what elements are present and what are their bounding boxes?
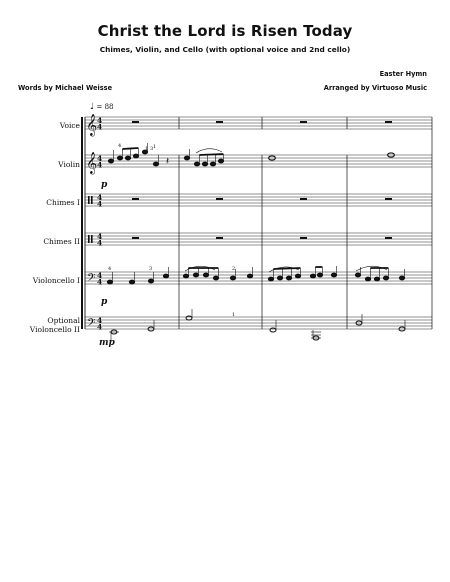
dynamic-cello-2: mp bbox=[99, 338, 115, 348]
cello-2-notes bbox=[109, 309, 405, 342]
fingering: 1 bbox=[153, 144, 157, 150]
instrument-label-chimes-2: Chimes II bbox=[43, 237, 80, 246]
score-title: Christ the Lord is Risen Today bbox=[97, 22, 353, 40]
svg-text:4: 4 bbox=[97, 232, 103, 241]
quarter-note-icon: ♩ bbox=[90, 102, 95, 112]
svg-text:4: 4 bbox=[97, 193, 103, 202]
arranger-credit: Arranged by Virtuoso Music bbox=[323, 84, 427, 92]
instrument-label-voice: Voice bbox=[59, 121, 80, 130]
svg-text:4: 4 bbox=[97, 116, 103, 125]
fingering: 2 bbox=[232, 266, 236, 272]
svg-text:4: 4 bbox=[97, 122, 103, 132]
instrument-label-chimes-1: Chimes I bbox=[46, 198, 80, 207]
dynamic-violin: p bbox=[101, 180, 108, 190]
time-signatures bbox=[97, 116, 102, 332]
bass-clef-icon: 𝄢 bbox=[87, 317, 96, 332]
fingering: 4 bbox=[118, 143, 122, 149]
fingerings bbox=[108, 143, 235, 318]
treble-clef-icon: 𝄞 bbox=[86, 152, 98, 174]
svg-text:4: 4 bbox=[97, 271, 103, 280]
tempo-value: = 88 bbox=[96, 103, 114, 111]
svg-text:4: 4 bbox=[97, 238, 103, 248]
instrument-label-cello-2: Optional Violoncello II bbox=[29, 316, 80, 334]
svg-text:4: 4 bbox=[97, 322, 103, 332]
svg-text:4: 4 bbox=[97, 160, 103, 170]
svg-text:4: 4 bbox=[97, 154, 103, 163]
fingering: 1 bbox=[145, 146, 149, 152]
svg-text:𝄽: 𝄽 bbox=[166, 156, 170, 167]
fingering: 3 bbox=[150, 146, 154, 152]
lyricist-credit: Words by Michael Weisse bbox=[18, 84, 113, 92]
composer-credit: Easter Hymn bbox=[379, 70, 427, 78]
svg-text:4: 4 bbox=[97, 199, 103, 209]
score-subtitle: Chimes, Violin, and Cello (with optional voice and 2nd cello) bbox=[99, 45, 351, 54]
bass-clef-icon: 𝄢 bbox=[87, 272, 96, 287]
dynamic-cello-1: p bbox=[101, 297, 108, 307]
svg-text:4: 4 bbox=[97, 316, 103, 325]
clefs bbox=[86, 114, 97, 332]
fingering: 1 bbox=[232, 312, 236, 318]
treble-clef-icon: 𝄞 bbox=[86, 114, 98, 136]
fingering: 4 bbox=[108, 266, 112, 272]
instrument-label-cello-1: Violoncello I bbox=[32, 276, 80, 285]
percussion-clef-icon bbox=[88, 235, 90, 243]
svg-text:4: 4 bbox=[97, 277, 103, 287]
fingering: 3 bbox=[149, 266, 153, 272]
instrument-label-violin: Violin bbox=[58, 160, 80, 169]
percussion-clef-icon bbox=[88, 196, 90, 204]
